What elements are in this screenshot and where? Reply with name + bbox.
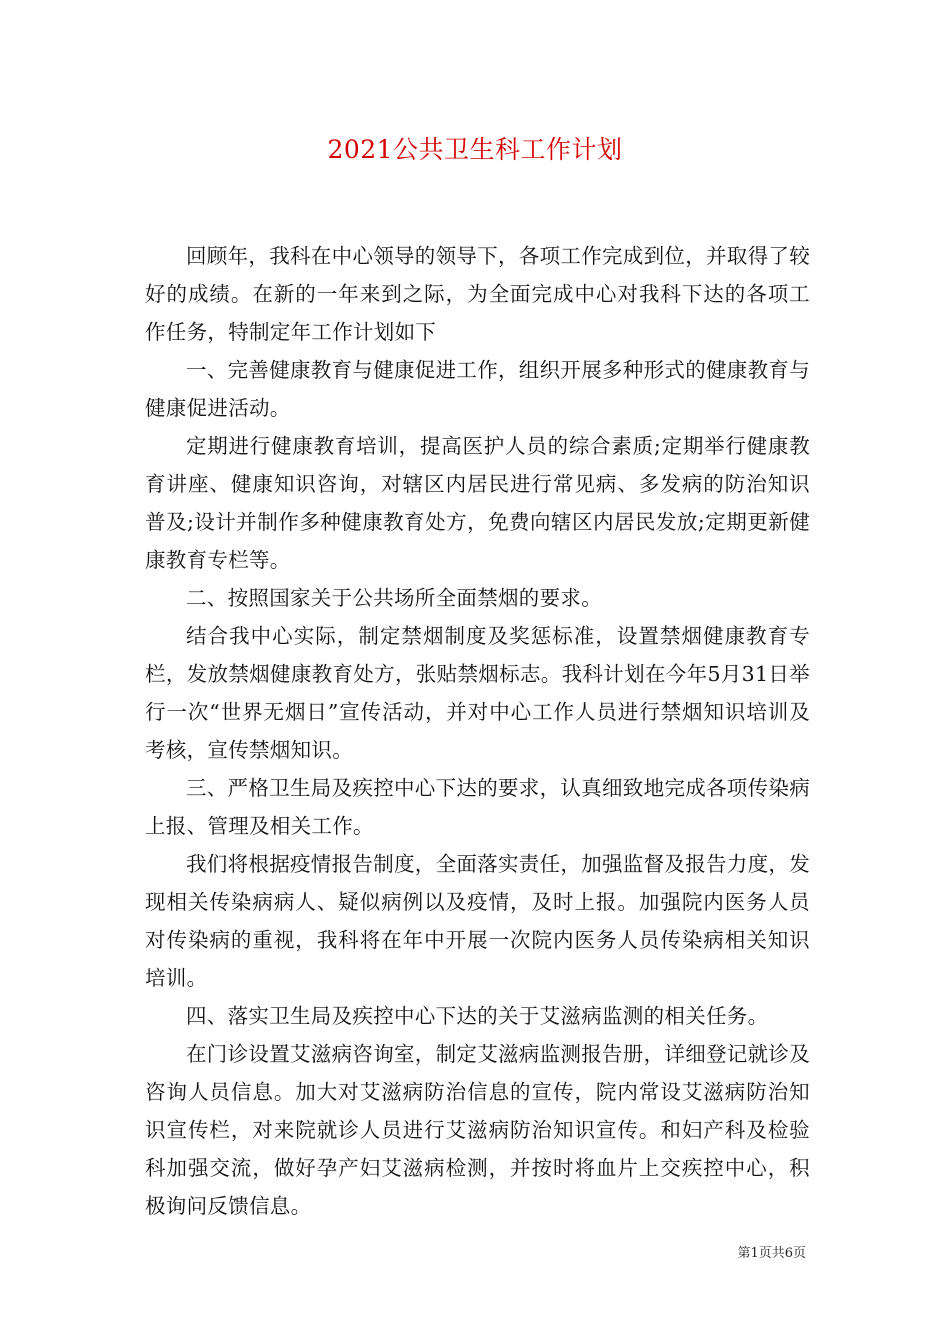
paragraph-1: 定期进行健康教育培训，提高医护人员的综合素质;定期举行健康教育讲座、健康知识咨询，对辖区内居民进行常见病、多发病的防治知识普及;设计并制作多种健康教育处方，免费向辖区内居民发放;定期更新健康教育专栏等。: [145, 434, 810, 572]
paragraph-3: 我们将根据疫情报告制度，全面落实责任，加强监督及报告力度，发现相关传染病病人、疑似病例以及疫情，及时上报。加强院内医务人员对传染病的重视，我科将在年中开展一次院内医务人员传染病相关知识培训。: [145, 852, 810, 990]
page-title: 2021公共卫生科工作计划: [327, 135, 623, 164]
section-heading-4: 四、落实卫生局及疾控中心下达的关于艾滋病监测的相关任务。: [186, 1004, 769, 1028]
page-number-footer: 第1页共6页: [737, 1246, 806, 1261]
section-heading-2: 二、按照国家关于公共场所全面禁烟的要求。: [186, 586, 602, 610]
section-heading-3: 三、严格卫生局及疾控中心下达的要求，认真细致地完成各项传染病上报、管理及相关工作。: [145, 776, 810, 838]
paragraph-4: 在门诊设置艾滋病咨询室，制定艾滋病监测报告册，详细登记就诊及咨询人员信息。加大对艾滋病防治信息的宣传，院内常设艾滋病防治知识宣传栏，对来院就诊人员进行艾滋病防治知识宣传。和妇产科及检验科加强交流，做好孕产妇艾滋病检测，并按时将血片上交疾控中心，积极询问反馈信息。: [145, 1042, 810, 1218]
document-body: [145, 237, 810, 1225]
paragraph-intro: 回顾年，我科在中心领导的领导下，各项工作完成到位，并取得了较好的成绩。在新的一年来到之际，为全面完成中心对我科下达的各项工作任务，特制定年工作计划如下: [145, 244, 810, 344]
paragraph-2: 结合我中心实际，制定禁烟制度及奖惩标准，设置禁烟健康教育专栏，发放禁烟健康教育处方，张贴禁烟标志。我科计划在今年5月31日举行一次“世界无烟日”宣传活动，并对中心工作人员进行禁烟知识培训及考核，宣传禁烟知识。: [145, 624, 810, 762]
section-heading-1: 一、完善健康教育与健康促进工作，组织开展多种形式的健康教育与健康促进活动。: [145, 358, 810, 420]
